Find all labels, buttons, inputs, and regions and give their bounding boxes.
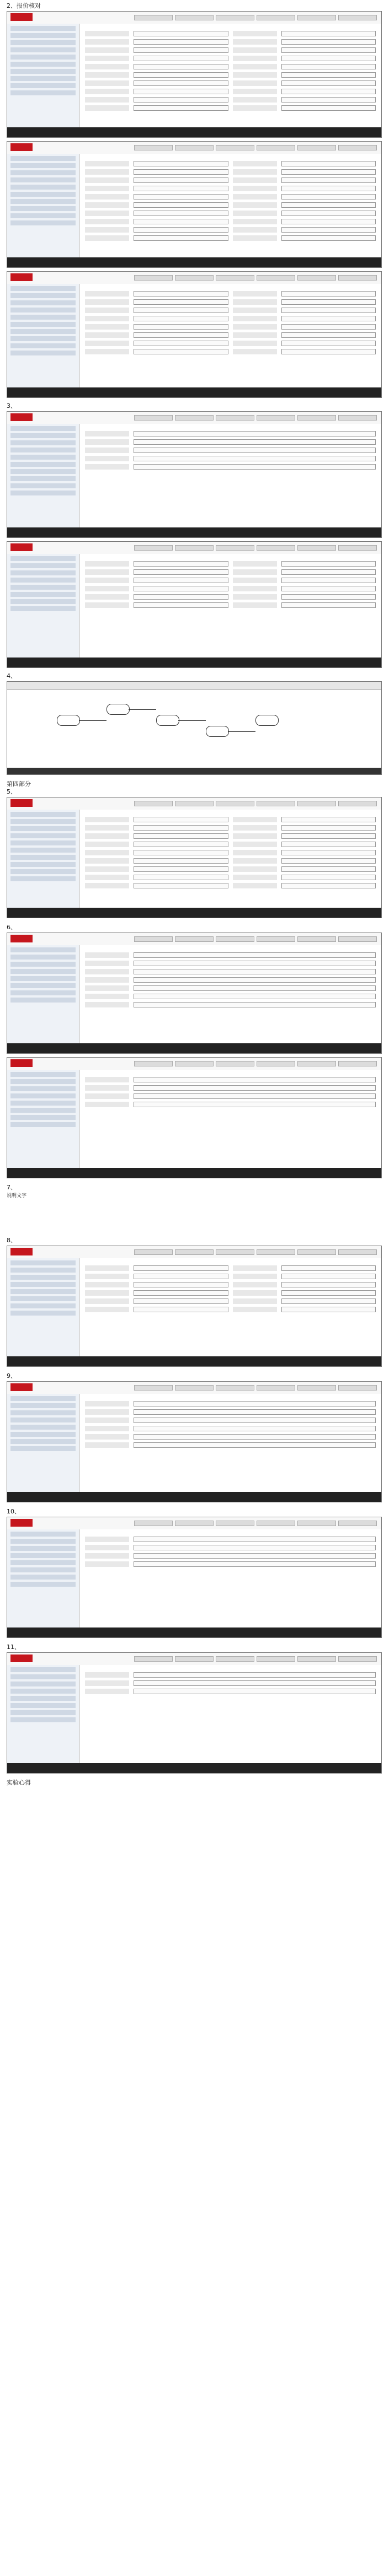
app-screenshot bbox=[7, 541, 382, 668]
app-screenshot bbox=[7, 1381, 382, 1502]
section-title: 3、 bbox=[7, 402, 17, 409]
app-screenshot bbox=[7, 271, 382, 398]
section-title: 第四部分 bbox=[7, 780, 31, 788]
section-title: 10、 bbox=[7, 1508, 20, 1515]
section-title: 4、 bbox=[7, 672, 17, 680]
app-screenshot bbox=[7, 933, 382, 1054]
section-title: 11、 bbox=[7, 1643, 20, 1651]
section-title: 2、报价核对 bbox=[7, 2, 41, 9]
section-title: 7、 bbox=[7, 1184, 17, 1191]
section-title: 9、 bbox=[7, 1372, 17, 1379]
section-title: 6、 bbox=[7, 924, 17, 931]
paragraph: 说明文字 bbox=[7, 1193, 27, 1199]
app-screenshot bbox=[7, 1057, 382, 1178]
flow-diagram bbox=[7, 681, 382, 775]
section-title: 8、 bbox=[7, 1237, 17, 1244]
app-screenshot bbox=[7, 797, 382, 918]
app-screenshot bbox=[7, 1652, 382, 1774]
app-screenshot bbox=[7, 1246, 382, 1367]
section-title: 5、 bbox=[7, 788, 17, 795]
logo-icon bbox=[10, 13, 33, 21]
app-screenshot bbox=[7, 141, 382, 268]
app-screenshot bbox=[7, 411, 382, 538]
paragraph bbox=[7, 1788, 382, 1841]
section-title: 实验心得 bbox=[7, 1779, 31, 1786]
app-screenshot bbox=[7, 1517, 382, 1638]
app-screenshot bbox=[7, 11, 382, 138]
